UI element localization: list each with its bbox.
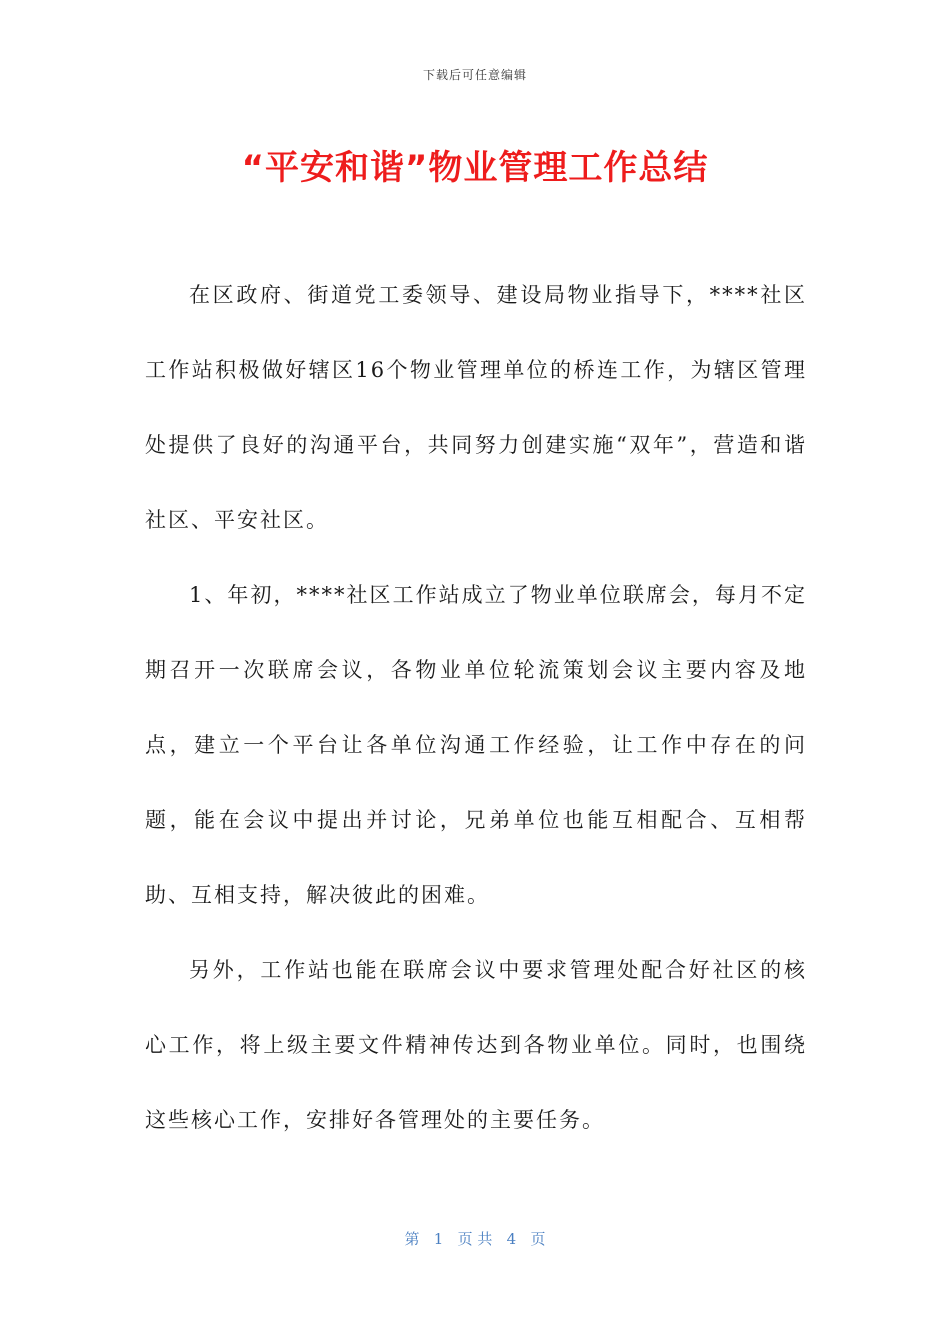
paragraph-item-1: 1、年初，****社区工作站成立了物业单位联席会，每月不定期召开一次联席会议，各物业单位轮流策划会议主要内容及地点，建立一个平台让各单位沟通工作经验，让工作中存在的问题，能在会议中提出并讨论，兄弟单位也能互相配合、互相帮助、互相支持，解决彼此的困难。	[145, 583, 807, 907]
document-title: “平安和谐”物业管理工作总结	[241, 148, 709, 188]
paragraph-additional: 另外，工作站也能在联席会议中要求管理处配合好社区的核心工作，将上级主要文件精神传达到各物业单位。同时，也围绕这些核心工作，安排好各管理处的主要任务。	[145, 958, 807, 1132]
paragraph-intro: 在区政府、街道党工委领导、建设局物业指导下，****社区工作站积极做好辖区16个物业管理单位的桥连工作，为辖区管理处提供了良好的沟通平台，共同努力创建实施“双年”，营造和谐社区、平安社区。	[145, 283, 807, 532]
header-note: 下载后可任意编辑	[422, 68, 527, 82]
document-body	[145, 258, 807, 1158]
page-footer: 第 1 页 共 4 页	[404, 1230, 546, 1248]
